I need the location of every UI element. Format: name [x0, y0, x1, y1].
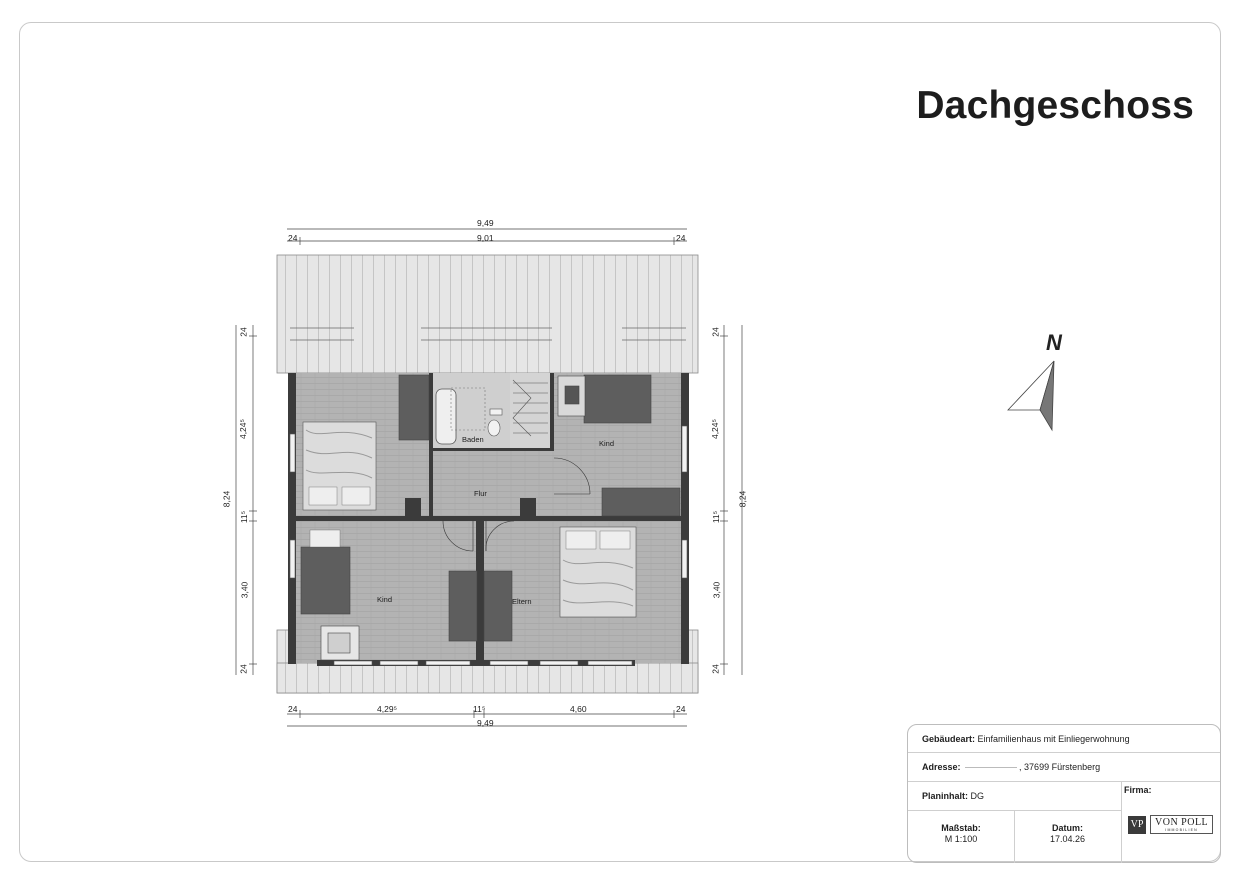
dim-left-seg2: 3,40 — [239, 581, 250, 599]
dim-right-top: 24 — [710, 327, 721, 337]
tb-row-adresse — [908, 753, 1220, 782]
dim-top-right: 24 — [676, 233, 686, 243]
dim-bottom-total: 9,49 — [477, 718, 494, 728]
dim-left-bottom: 24 — [238, 664, 249, 674]
roof-top — [277, 255, 698, 373]
logo-sub: IMMOBILIEN — [1165, 828, 1198, 832]
tb-row-gebaeudeart — [908, 725, 1220, 753]
dim-right-seg1: 4,24⁵ — [710, 418, 721, 440]
dim-top-total: 9,49 — [477, 218, 494, 228]
washbasin — [490, 409, 502, 415]
dim-bottom-left: 24 — [288, 704, 298, 714]
roof-bottom — [277, 663, 698, 693]
bed-eltern — [560, 527, 636, 617]
toilet — [488, 420, 500, 436]
dim-right-seg2: 3,40 — [711, 581, 722, 599]
dim-bottom-seg2: 4,60 — [570, 704, 587, 714]
dim-left-mid: 11⁵ — [239, 510, 250, 524]
dim-top-inner: 9,01 — [477, 233, 494, 243]
massstab-value: M 1:100 — [944, 834, 978, 844]
tb-divider-firma — [1121, 782, 1122, 863]
planinhalt-label: Planinhalt: — [922, 791, 969, 801]
bed-kind-pillow — [310, 530, 340, 547]
dim-left-seg1: 4,24⁵ — [238, 418, 249, 440]
bed-topleft — [303, 422, 376, 510]
north-label: N — [1046, 330, 1062, 355]
gebaeudeart-value: Einfamilienhaus mit Einliegerwohnung — [977, 733, 1130, 744]
dim-right-total: 8,24 — [737, 490, 748, 508]
logo-mark: VP — [1128, 816, 1146, 834]
room-label-kind-top: Kind — [599, 439, 615, 448]
room-label-flur: Flur — [474, 489, 487, 498]
desk-chair — [321, 626, 359, 660]
adresse-redacted — [965, 767, 1017, 768]
dim-bottom-right: 24 — [676, 704, 686, 714]
floor-stairs — [510, 373, 553, 451]
firma-label: Firma: — [1124, 785, 1152, 795]
dim-bottom-seg1: 4,29⁵ — [377, 704, 398, 714]
page-title: Dachgeschoss — [916, 84, 1194, 127]
adresse-value: , 37699 Fürstenberg — [1019, 762, 1101, 772]
massstab-label: Maßstab: — [941, 823, 981, 833]
dim-right-bottom: 24 — [710, 664, 721, 674]
room-label-kind-bottom: Kind — [377, 595, 393, 604]
logo-name: VON POLL — [1155, 817, 1209, 828]
dim-left-total: 8,24 — [221, 490, 232, 508]
datum-value: 17.04.26 — [1049, 834, 1086, 844]
title-block — [907, 724, 1221, 863]
datum-block — [1014, 823, 1121, 845]
dim-left-top: 24 — [238, 327, 249, 337]
planinhalt-value: DG — [970, 791, 985, 801]
adresse-label: Adresse: — [922, 762, 961, 772]
room-label-baden: Baden — [462, 435, 484, 444]
bathtub — [436, 389, 456, 444]
datum-label: Datum: — [1052, 823, 1083, 833]
tb-row-planinhalt — [908, 782, 1121, 811]
company-logo — [1128, 815, 1213, 834]
gebaeudeart-label: Gebäudeart: — [922, 733, 976, 744]
massstab-block — [908, 823, 1014, 845]
north-arrow-icon — [1000, 355, 1060, 435]
dim-top-left: 24 — [288, 233, 298, 243]
dim-bottom-mid: 11⁵ — [473, 704, 486, 714]
room-label-eltern: Eltern — [512, 597, 532, 606]
dim-right-mid: 11⁵ — [711, 510, 722, 524]
